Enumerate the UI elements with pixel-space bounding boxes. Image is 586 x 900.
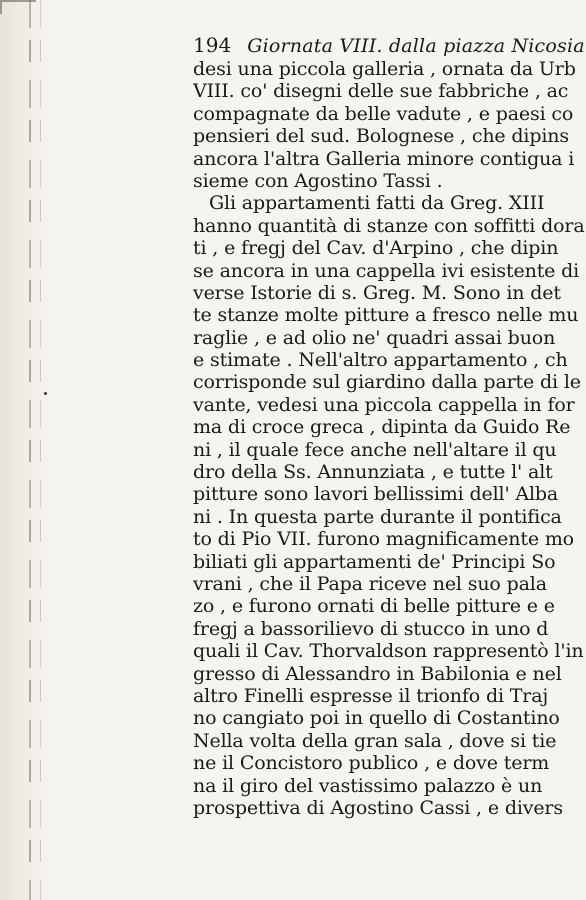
text-line: na il giro del vastissimo palazzo è un [193, 774, 543, 797]
text-line: fregj a bassorilievo di stucco in uno d [193, 617, 549, 640]
text-line: ni . In questa parte durante il pontifica [193, 505, 562, 528]
page-number: 194 [193, 33, 232, 57]
text-line: se ancora in una cappella ivi esistente di [193, 259, 580, 282]
text-line: compagnate da belle vadute , e paesi co [193, 102, 574, 125]
text-line: ni , il quale fece anche nell'altare il qu [193, 438, 557, 461]
text-line: quali il Cav. Thorvaldson rappresentò l'in [193, 640, 584, 663]
text-line: vante, vedesi una piccola cappella in for [193, 393, 575, 416]
text-line: verse Istorie di s. Greg. M. Sono in det [193, 281, 561, 304]
text-line: zo , e furono ornati di belle pitture e e [193, 595, 555, 618]
running-head: Giornata VIII. dalla piazza Nicosia [247, 35, 585, 57]
text-line: Gli appartamenti fatti da Greg. XIII [209, 192, 545, 215]
binding-gutter [0, 0, 54, 900]
gutter-shadow-line-faint [40, 0, 41, 900]
text-line: no cangiato poi in quello di Costantino [193, 707, 560, 730]
text-line: sieme con Agostino Tassi . [193, 169, 443, 192]
text-line: desi una piccola galleria , ornata da Urb [193, 58, 576, 80]
text-line: hanno quantità di stanze con soffitti dora [193, 214, 585, 237]
gutter-shadow-line [29, 0, 31, 900]
text-line: altro Finelli espresse il trionfo di Traj [193, 684, 549, 707]
text-line: to di Pio VII. furono magnificamente mo [193, 528, 574, 551]
text-line: pensieri del sud. Bolognese , che dipins [193, 125, 569, 148]
text-line: raglie , e ad olio ne' quadri assai buon [193, 326, 556, 349]
text-line: biliati gli appartamenti de' Principi So [193, 550, 556, 573]
page-corner-mark [0, 0, 36, 14]
body-text [193, 58, 586, 819]
ink-speck [44, 392, 47, 395]
text-line: corrisponde sul giardino dalla parte di le [193, 371, 581, 394]
text-line: te stanze molte pitture a fresco nelle mu [193, 304, 579, 327]
text-line: gresso di Alessandro in Babilonia e nel [193, 662, 562, 685]
text-line: ancora l'altra Galleria minore contigua i [193, 147, 575, 170]
text-line: vrani , che il Papa riceve nel suo pala [193, 572, 547, 595]
text-line: ma di croce greca , dipinta da Guido Re [193, 416, 571, 439]
text-line: e stimate . Nell'altro appartamento , ch [193, 349, 568, 372]
text-line: ne il Concistoro publico , e dove term [193, 752, 550, 775]
text-line: Nella volta della gran sala , dove si tie [193, 729, 557, 752]
text-line: prospettiva di Agostino Cassi , e divers [193, 796, 563, 819]
text-line: ti , e fregj del Cav. d'Arpino , che dipin [193, 237, 559, 260]
text-line: pitture sono lavori bellissimi dell' Alba [193, 483, 559, 506]
page-header [193, 34, 585, 56]
text-line: dro della Ss. Annunziata , e tutte l' alt [193, 461, 553, 484]
text-line: VIII. co' disegni delle sue fabbriche , ac [193, 80, 569, 103]
